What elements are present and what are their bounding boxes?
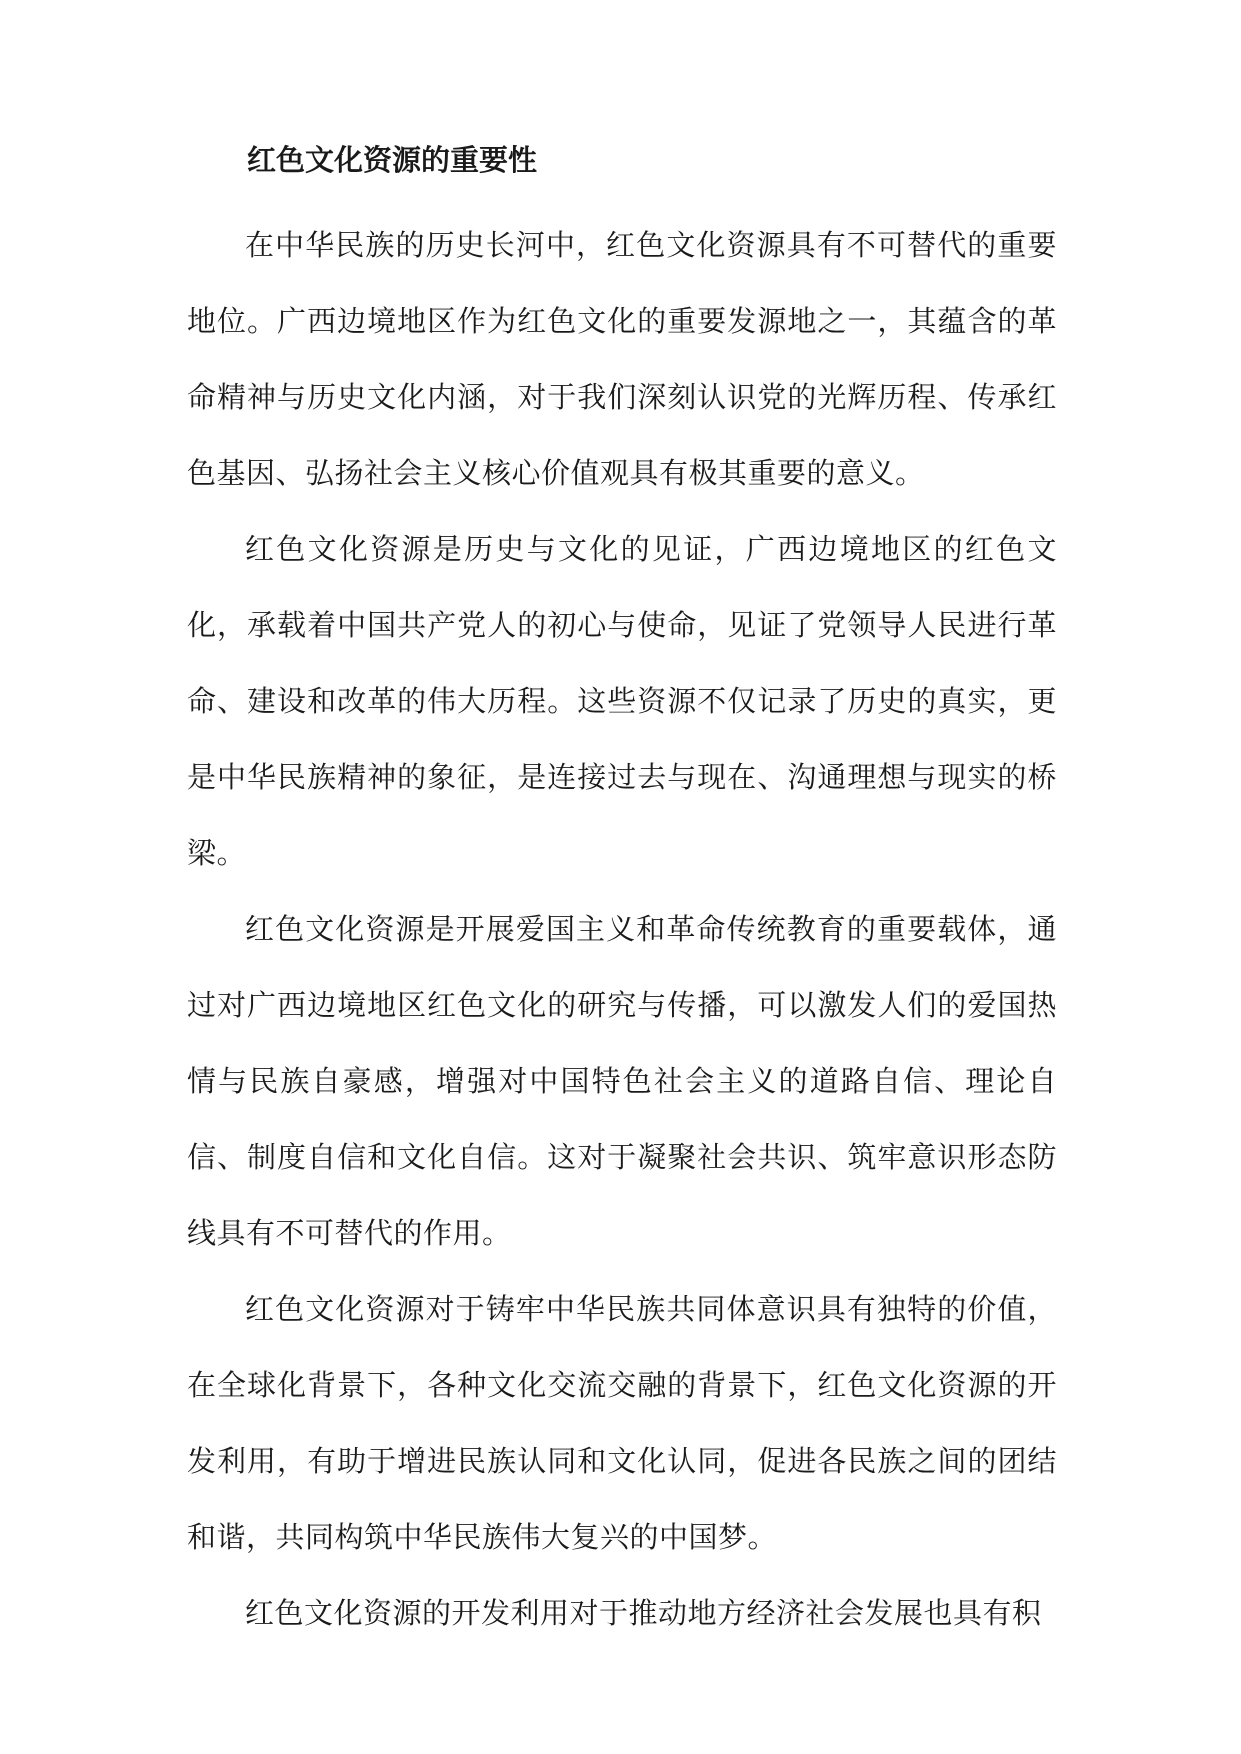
document-title: 红色文化资源的重要性 <box>247 143 538 177</box>
paragraph-3: 红色文化资源是开展爱国主义和革命传统教育的重要载体，通过对广西边境地区红色文化的研究与传播，可以激发人们的爱国热情与民族自豪感，增强对中国特色社会主义的道路自信、理论自信、制度自信和文化自信。这对于凝聚社会共识、筑牢意识形态防线具有不可替代的作用。 <box>187 912 1057 1250</box>
paragraph-5: 红色文化资源的开发利用对于推动地方经济社会发展也具有积 <box>245 1596 1042 1630</box>
document-body <box>187 142 1057 1651</box>
paragraph-4: 红色文化资源对于铸牢中华民族共同体意识具有独特的价值，在全球化背景下，各种文化交流交融的背景下，红色文化资源的开发利用，有助于增进民族认同和文化认同，促进各民族之间的团结和谐，共同构筑中华民族伟大复兴的中国梦。 <box>187 1292 1057 1554</box>
paragraph-1: 在中华民族的历史长河中，红色文化资源具有不可替代的重要地位。广西边境地区作为红色文化的重要发源地之一，其蕴含的革命精神与历史文化内涵，对于我们深刻认识党的光辉历程、传承红色基因、弘扬社会主义核心价值观具有极其重要的意义。 <box>187 228 1057 490</box>
paragraph-2: 红色文化资源是历史与文化的见证，广西边境地区的红色文化，承载着中国共产党人的初心与使命，见证了党领导人民进行革命、建设和改革的伟大历程。这些资源不仅记录了历史的真实，更是中华民族精神的象征，是连接过去与现在、沟通理想与现实的桥梁。 <box>187 532 1057 870</box>
